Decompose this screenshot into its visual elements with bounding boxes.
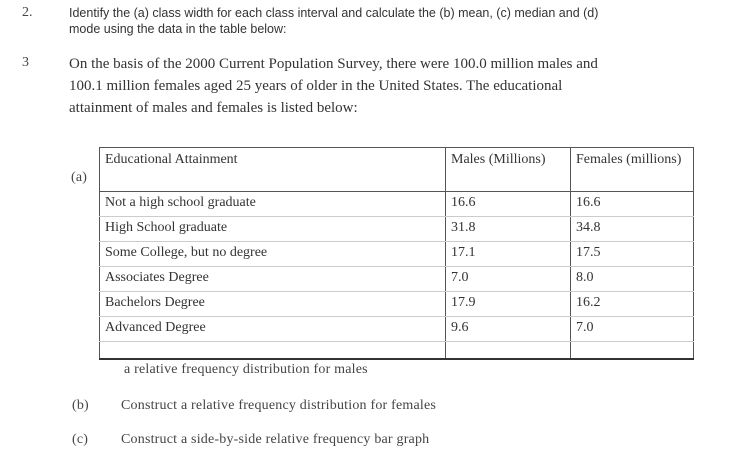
table-row	[100, 217, 694, 242]
question-2-text: Identify the (a) class width for each class interval and calculate the (b) mean, (c) median and (d) mode using the data in the table below:	[69, 6, 599, 36]
question-2-number: 2.	[22, 5, 33, 20]
row-label: Advanced Degree	[100, 317, 446, 342]
part-c-text: Construct a side-by-side relative frequency bar graph	[121, 432, 430, 447]
header-males: Males (Millions)	[446, 148, 571, 192]
part-b-label: (b)	[72, 398, 89, 413]
table-row	[100, 192, 694, 217]
table-row	[100, 267, 694, 292]
part-b-text: Construct a relative frequency distribution for females	[121, 398, 437, 413]
empty-cell	[571, 342, 694, 360]
row-label: High School graduate	[100, 217, 446, 242]
row-label: Bachelors Degree	[100, 292, 446, 317]
part-c-label: (c)	[72, 432, 89, 447]
table-row	[100, 317, 694, 342]
males-value: 17.9	[446, 292, 571, 317]
row-label: Some College, but no degree	[100, 242, 446, 267]
question-3-number: 3	[22, 55, 29, 70]
part-a-text: a relative frequency distribution for males	[124, 362, 368, 377]
empty-cell	[100, 342, 446, 360]
row-label: Associates Degree	[100, 267, 446, 292]
males-value: 9.6	[446, 317, 571, 342]
males-value: 17.1	[446, 242, 571, 267]
table-header-row	[100, 148, 694, 192]
table-row	[100, 292, 694, 317]
header-females: Females (millions)	[571, 148, 694, 192]
females-value: 16.6	[571, 192, 694, 217]
education-table	[99, 147, 694, 360]
table-row	[100, 242, 694, 267]
part-a-label: (a)	[71, 170, 88, 185]
row-label: Not a high school graduate	[100, 192, 446, 217]
header-educational-attainment: Educational Attainment	[100, 148, 446, 192]
females-value: 34.8	[571, 217, 694, 242]
males-value: 7.0	[446, 267, 571, 292]
males-value: 31.8	[446, 217, 571, 242]
males-value: 16.6	[446, 192, 571, 217]
question-3-text: On the basis of the 2000 Current Population Survey, there were 100.0 million males and 100.1 million females aged 25 years of older in the United States. The educational attainment of males and females is listed below:	[69, 56, 598, 116]
females-value: 16.2	[571, 292, 694, 317]
females-value: 7.0	[571, 317, 694, 342]
females-value: 8.0	[571, 267, 694, 292]
empty-cell	[446, 342, 571, 360]
females-value: 17.5	[571, 242, 694, 267]
table-empty-row	[100, 342, 694, 360]
